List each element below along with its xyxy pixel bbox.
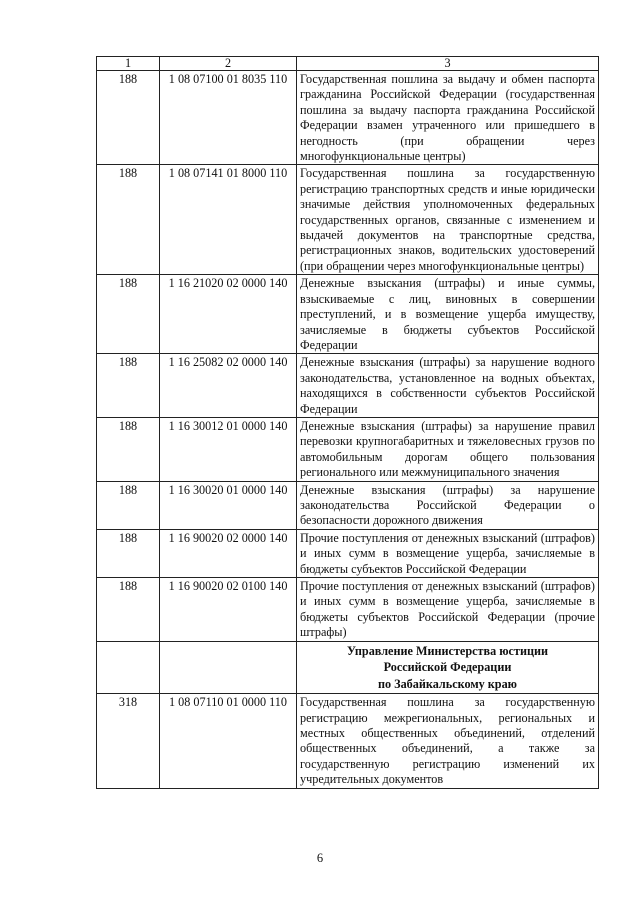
description-cell: Государственная пошлина за выдачу и обмен паспорта гражданина Российской Федерации (государственная пошлина за выдачу паспорта гражданина Российской Федерации взамен утраченного или пришедшего в негодность (при обращении через многофункциональные центры) [297, 71, 599, 165]
table-row [97, 417, 599, 481]
column-header-2: 2 [160, 57, 297, 71]
budget-code-cell: 1 16 90020 02 0000 140 [160, 529, 297, 577]
budget-code-cell: 1 08 07110 01 0000 110 [160, 694, 297, 788]
column-header-1: 1 [97, 57, 160, 71]
table-row [97, 578, 599, 642]
section-header-row [97, 641, 599, 694]
budget-code-cell: 1 16 21020 02 0000 140 [160, 275, 297, 354]
table-row [97, 529, 599, 577]
admin-code-cell: 188 [97, 417, 160, 481]
table-row [97, 481, 599, 529]
budget-code-cell: 1 16 25082 02 0000 140 [160, 354, 297, 418]
description-cell: Прочие поступления от денежных взысканий (штрафов) и иных сумм в возмещение ущерба, зачисляемые в бюджеты субъектов Российской Федерации [297, 529, 599, 577]
budget-code-cell: 1 16 30020 01 0000 140 [160, 481, 297, 529]
admin-code-cell: 318 [97, 694, 160, 788]
column-header-3: 3 [297, 57, 599, 71]
budget-code-cell: 1 16 90020 02 0100 140 [160, 578, 297, 642]
admin-code-cell: 188 [97, 529, 160, 577]
description-cell: Государственная пошлина за государственную регистрацию межрегиональных, региональных и местных общественных объединений, отделений общественных объединений, а также за государственную регистрацию изменений их учредительных документов [297, 694, 599, 788]
section-title-line: по Забайкальскому краю [377, 676, 517, 691]
table-row [97, 354, 599, 418]
admin-code-cell: 188 [97, 165, 160, 275]
table-row [97, 694, 599, 788]
empty-cell [160, 641, 297, 694]
description-cell: Прочие поступления от денежных взысканий (штрафов) и иных сумм в возмещение ущерба, зачисляемые в бюджеты субъектов Российской Федерации (прочие штрафы) [297, 578, 599, 642]
admin-code-cell: 188 [97, 71, 160, 165]
admin-code-cell: 188 [97, 354, 160, 418]
budget-code-cell: 1 16 30012 01 0000 140 [160, 417, 297, 481]
table-header-row [97, 57, 599, 71]
description-cell: Денежные взыскания (штрафы) за нарушение водного законодательства, установленное на водных объектах, находящихся в собственности субъектов Российской Федерации [297, 354, 599, 418]
table-row [97, 71, 599, 165]
section-title [297, 641, 599, 694]
description-cell: Денежные взыскания (штрафы) и иные суммы, взыскиваемые с лиц, виновных в совершении преступлений, и в возмещение ущерба имуществу, зачисляемые в бюджеты субъектов Российской Федерации [297, 275, 599, 354]
budget-code-cell: 1 08 07141 01 8000 110 [160, 165, 297, 275]
budget-code-cell: 1 08 07100 01 8035 110 [160, 71, 297, 165]
description-cell: Денежные взыскания (штрафы) за нарушение законодательства Российской Федерации о безопасности дорожного движения [297, 481, 599, 529]
description-cell: Денежные взыскания (штрафы) за нарушение правил перевозки крупногабаритных и тяжеловесных грузов по автомобильным дорогам общего пользования регионального или межмуниципального значения [297, 417, 599, 481]
page-number: 6 [316, 851, 324, 865]
empty-cell [97, 641, 160, 694]
admin-code-cell: 188 [97, 275, 160, 354]
section-title-line: Российской Федерации [383, 660, 512, 675]
admin-code-cell: 188 [97, 481, 160, 529]
budget-codes-table [96, 56, 599, 789]
description-cell: Государственная пошлина за государственную регистрацию транспортных средств и иные юридически значимые действия уполномоченных федеральных государственных органов, связанные с изменением и выдачей документов на транспортные средства, регистрационных знаков, водительских удостоверений (при обращении через многофункциональные центры) [297, 165, 599, 275]
table-row [97, 165, 599, 275]
admin-code-cell: 188 [97, 578, 160, 642]
table-row [97, 275, 599, 354]
section-title-line: Управление Министерства юстиции [346, 643, 549, 658]
